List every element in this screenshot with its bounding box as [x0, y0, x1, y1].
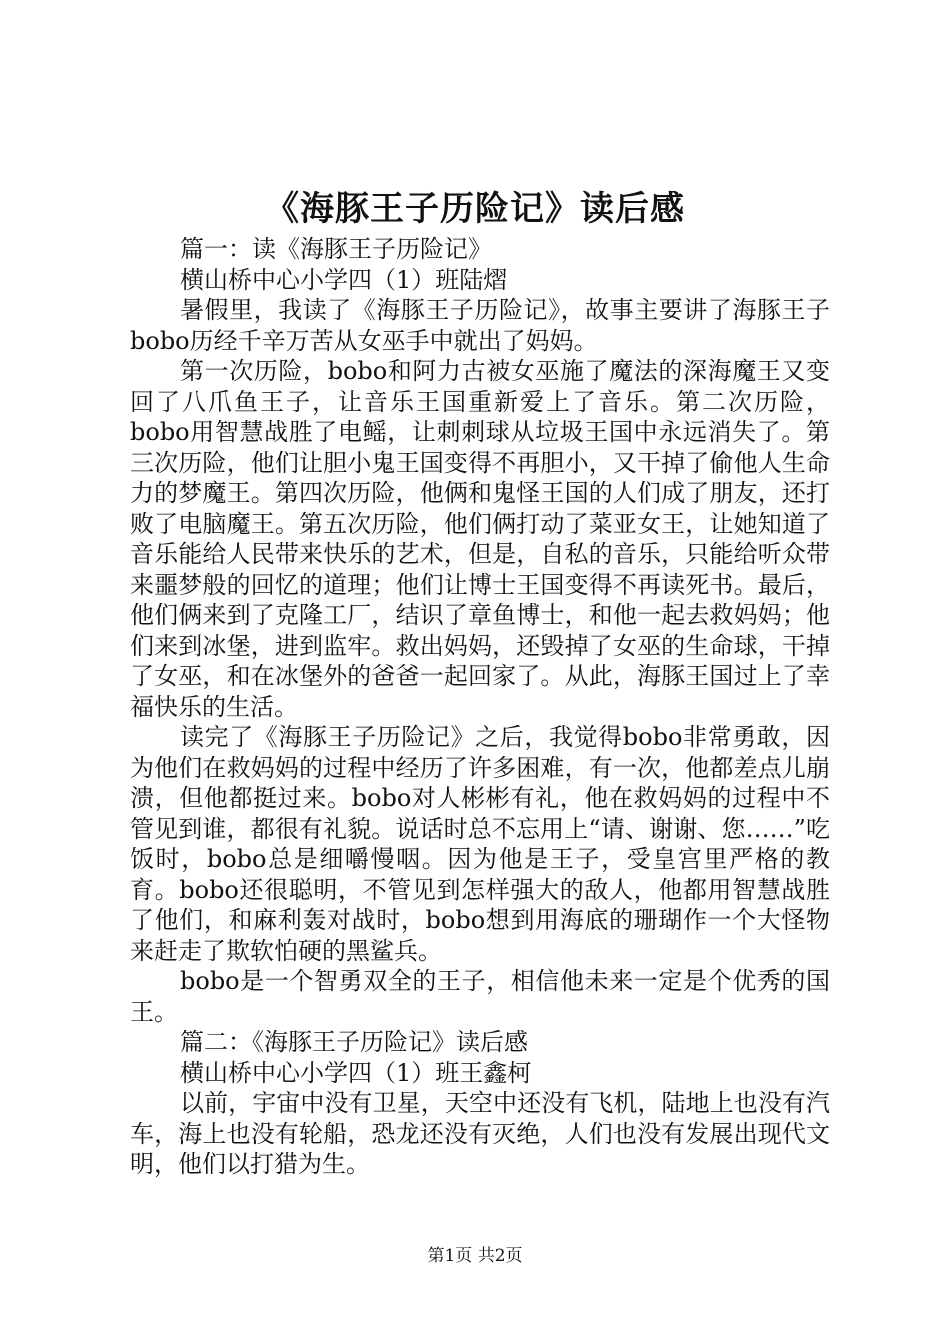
page-footer: 第1页 共2页	[427, 1246, 523, 1266]
body-paragraph: 以前，宇宙中没有卫星，天空中还没有飞机，陆地上也没有汽车，海上也没有轮船，恐龙还没有灭绝，人们也没有发展出现代文明，他们以打猎为生。	[130, 1089, 830, 1178]
section-heading-1: 篇一：读《海豚王子历险记》	[180, 235, 492, 263]
body-paragraph: 第一次历险，bobo和阿力古被女巫施了魔法的深海魔王又变回了八爪鱼王子，让音乐王国重新爱上了音乐。第二次历险，bobo用智慧战胜了电鳐，让刺刺球从垃圾王国中永远消失了。第三次历险，他们让胆小鬼王国变得不再胆小，又干掉了偷他人生命力的梦魔王。第四次历险，他俩和鬼怪王国的人们成了朋友，还打败了电脑魔王。第五次历险，他们俩打动了菜亚女王，让她知道了音乐能给人民带来快乐的艺术，但是，自私的音乐，只能给听众带来噩梦般的回忆的道理；他们让博士王国变得不再读死书。最后，他们俩来到了克隆工厂，结识了章鱼博士，和他一起去救妈妈；他们来到冰堡，进到监牢。救出妈妈，还毁掉了女巫的生命球，干掉了女巫，和在冰堡外的爸爸一起回家了。从此，海豚王国过上了幸福快乐的生活。	[130, 357, 830, 721]
body-paragraph: 读完了《海豚王子历险记》之后，我觉得bobo非常勇敢，因为他们在救妈妈的过程中经历了许多困难，有一次，他都差点儿崩溃，但他都挺过来。bobo对人彬彬有礼，他在救妈妈的过程中不管见到谁，都很有礼貌。说话时总不忘用上“请、谢谢、您……”吃饭时，bobo总是细嚼慢咽。因为他是王子，受皇宫里严格的教育。bobo还很聪明，不管见到怎样强大的敌人，他都用智慧战胜了他们，和麻利轰对战时，bobo想到用海底的珊瑚作一个大怪物来赶走了欺软怕硬的黑鲨兵。	[130, 723, 830, 965]
section-heading-2: 篇二：《海豚王子历险记》读后感	[180, 1028, 528, 1056]
document-title: 《海豚王子历险记》读后感	[265, 189, 685, 229]
author-line-2: 横山桥中心小学四（1）班王鑫柯	[180, 1058, 532, 1087]
body-paragraph: bobo是一个智勇双全的王子，相信他未来一定是个优秀的国王。	[130, 967, 830, 1026]
author-line-1: 横山桥中心小学四（1）班陆熠	[180, 265, 508, 294]
document-body	[130, 234, 830, 1180]
body-paragraph: 暑假里，我读了《海豚王子历险记》，故事主要讲了海豚王子bobo历经千辛万苦从女巫手中就出了妈妈。	[130, 296, 830, 355]
